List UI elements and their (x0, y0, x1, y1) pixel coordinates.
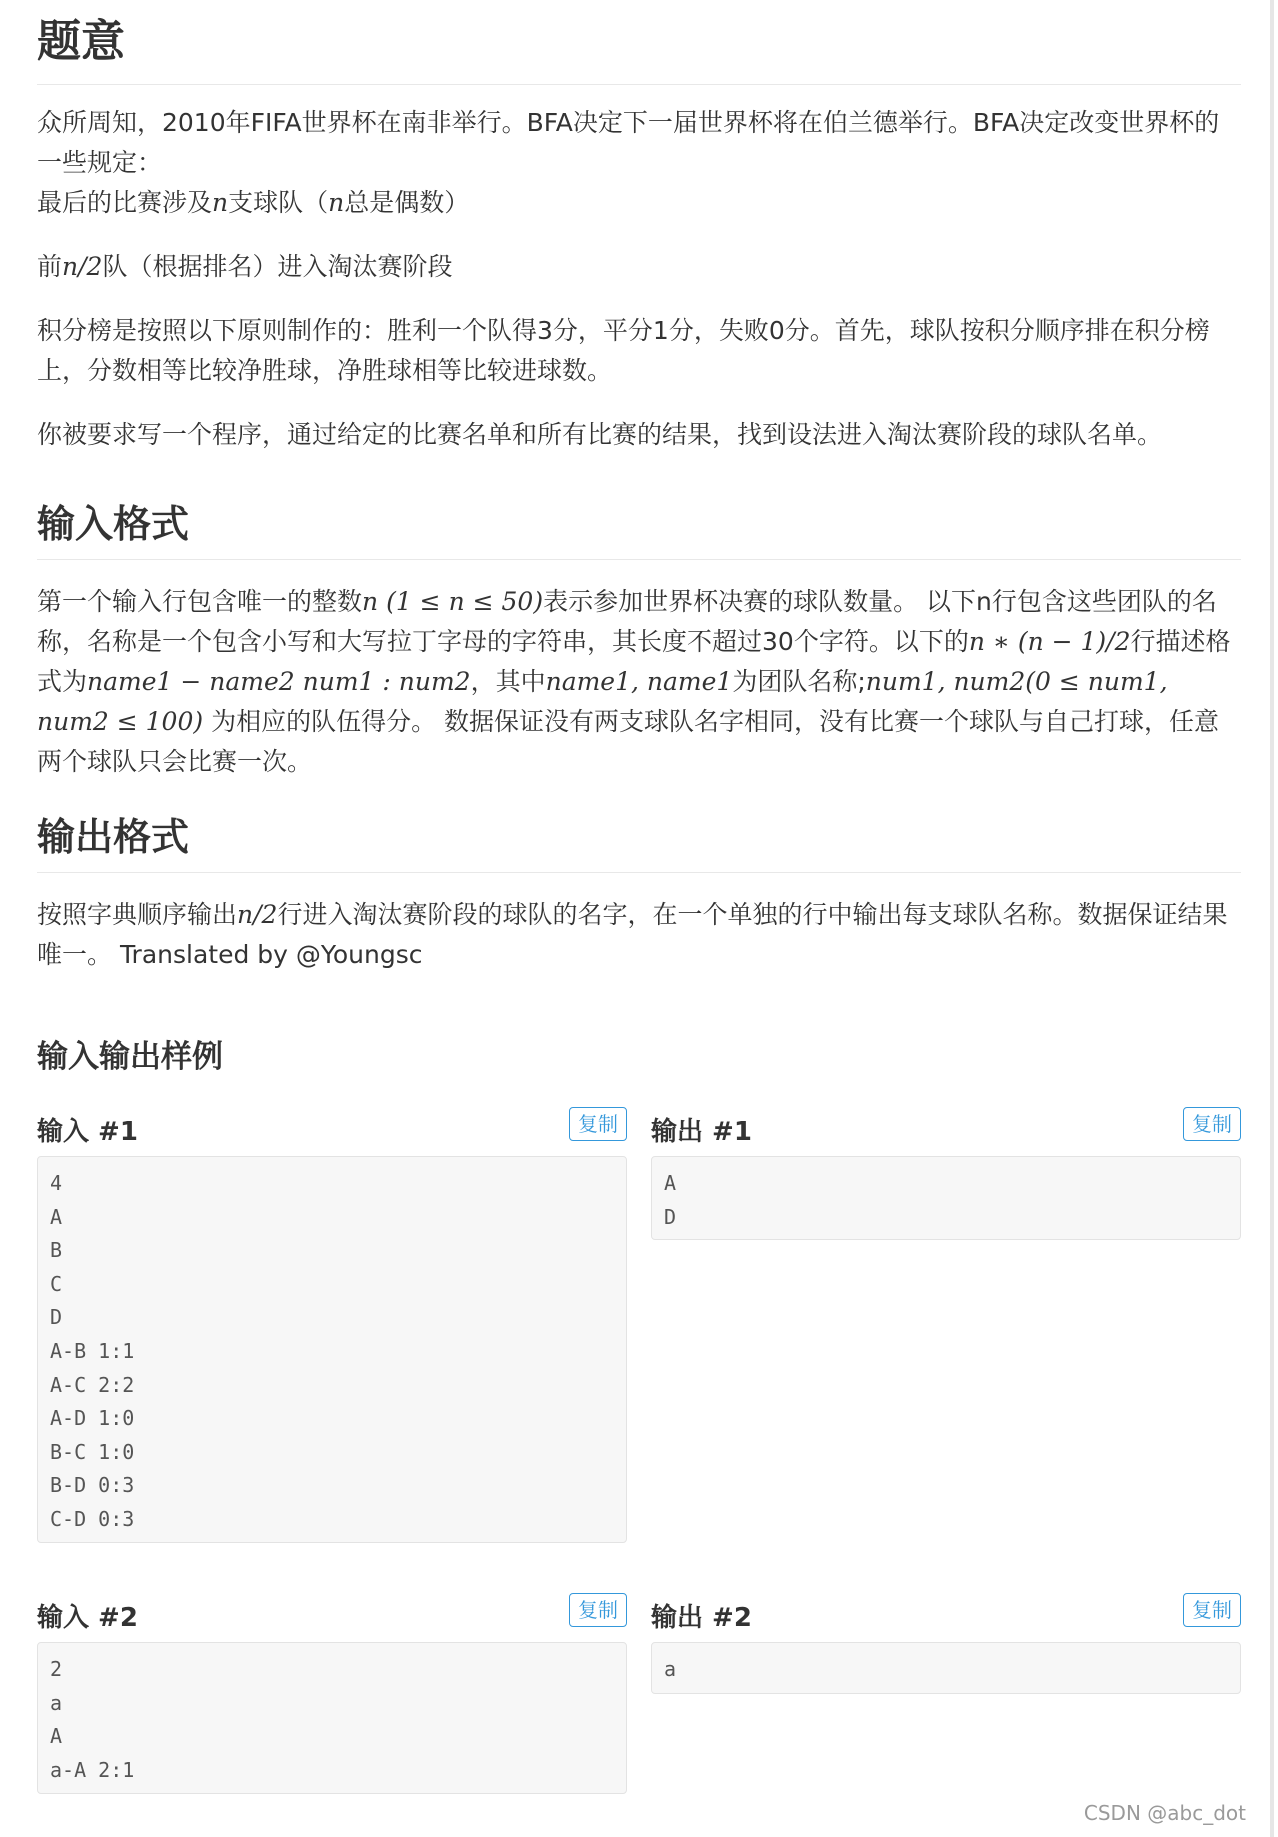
code-line: D (664, 1204, 677, 1229)
code-line: A (664, 1171, 677, 1195)
description-section (37, 18, 1241, 455)
sample-1-input-box[interactable] (37, 1156, 627, 1543)
code-line: A-C 2:2 (50, 1372, 135, 1397)
desc-paragraph-1: 众所周知，2010年FIFA世界杯在南非举行。BFA决定下一届世界杯将在伯兰德举行。BFA决定改变世界杯的一些规定： 最后的比赛涉及n支球队（n总是偶数） (37, 108, 1220, 218)
code-line: C (50, 1271, 63, 1296)
copy-button[interactable]: 复制 (569, 1593, 627, 1627)
sample-1-output-label: 输出 #1 (651, 1117, 752, 1147)
sample-1-output-box[interactable] (651, 1156, 1241, 1240)
desc-paragraph-2: 前n/2队（根据排名）进入淘汰赛阶段 (37, 252, 453, 282)
output-format-text: 按照字典顺序输出n/2行进入淘汰赛阶段的球队的名字，在一个单独的行中输出每支球队名称。数据保证结果唯一。 Translated by @Youngsc (37, 899, 1228, 969)
input-format-title: 输入格式 (37, 503, 1241, 560)
code-line: B (50, 1238, 63, 1263)
input-format-text: 第一个输入行包含唯一的整数n (1 ≤ n ≤ 50)表示参加世界杯决赛的球队数量。 以下n行包含这些团队的名称，名称是一个包含小写和大写拉丁字母的字符串，其长度不超过30个字符。以下的n ∗ (n − 1)/2行描述格式为name1 − name2 num1 : num2，其中name1, name1为团队名称;num1, num2(0 ≤ num1, num2 ≤ 100) 为相应的队伍得分。 数据保证没有两支球队名字相同，没有比赛一个球队与自己打球，任意两个球队只会比赛一次。 (37, 586, 1231, 776)
sample-1-output-header (651, 1107, 1241, 1147)
code-line: C-D 0:3 (50, 1506, 135, 1531)
output-format-section (37, 816, 1241, 975)
copy-button[interactable]: 复制 (1183, 1593, 1241, 1627)
sample-2-output-header (651, 1593, 1241, 1633)
sample-2-output-box[interactable] (651, 1642, 1241, 1694)
input-format-section (37, 503, 1241, 782)
code-line: B-C 1:0 (50, 1439, 135, 1464)
output-format-title: 输出格式 (37, 816, 1241, 873)
sample-1-input-label: 输入 #1 (37, 1117, 138, 1147)
code-line: D (50, 1305, 63, 1330)
sample-1-input-header (37, 1107, 627, 1147)
desc-paragraph-4: 你被要求写一个程序，通过给定的比赛名单和所有比赛的结果，找到设法进入淘汰赛阶段的球队名单。 (37, 420, 1163, 450)
code-line: A-B 1:1 (50, 1338, 135, 1363)
sample-2-output-label: 输出 #2 (651, 1603, 752, 1633)
samples-section (37, 1031, 1241, 1076)
code-line: A (50, 1724, 63, 1749)
sample-2-input-header (37, 1593, 627, 1633)
code-line: A-D 1:0 (50, 1406, 135, 1431)
section-title: 题意 (37, 18, 1241, 85)
code-line: B-D 0:3 (50, 1473, 135, 1498)
code-line: A (50, 1204, 63, 1229)
code-line: a (50, 1690, 63, 1715)
sample-2-input-label: 输入 #2 (37, 1603, 138, 1633)
sample-2-input-box[interactable] (37, 1642, 627, 1794)
code-line: 2 (50, 1657, 63, 1681)
copy-button[interactable]: 复制 (1183, 1107, 1241, 1141)
copy-button[interactable]: 复制 (569, 1107, 627, 1141)
watermark: CSDN @abc_dot (1083, 1801, 1246, 1825)
desc-paragraph-3: 积分榜是按照以下原则制作的：胜利一个队得3分，平分1分，失败0分。首先，球队按积分顺序排在积分榜上，分数相等比较净胜球，净胜球相等比较进球数。 (37, 316, 1210, 386)
code-line: a-A 2:1 (50, 1757, 135, 1782)
samples-title: 输入输出样例 (37, 1039, 223, 1075)
code-line: a (664, 1657, 677, 1681)
code-line: 4 (50, 1171, 63, 1195)
